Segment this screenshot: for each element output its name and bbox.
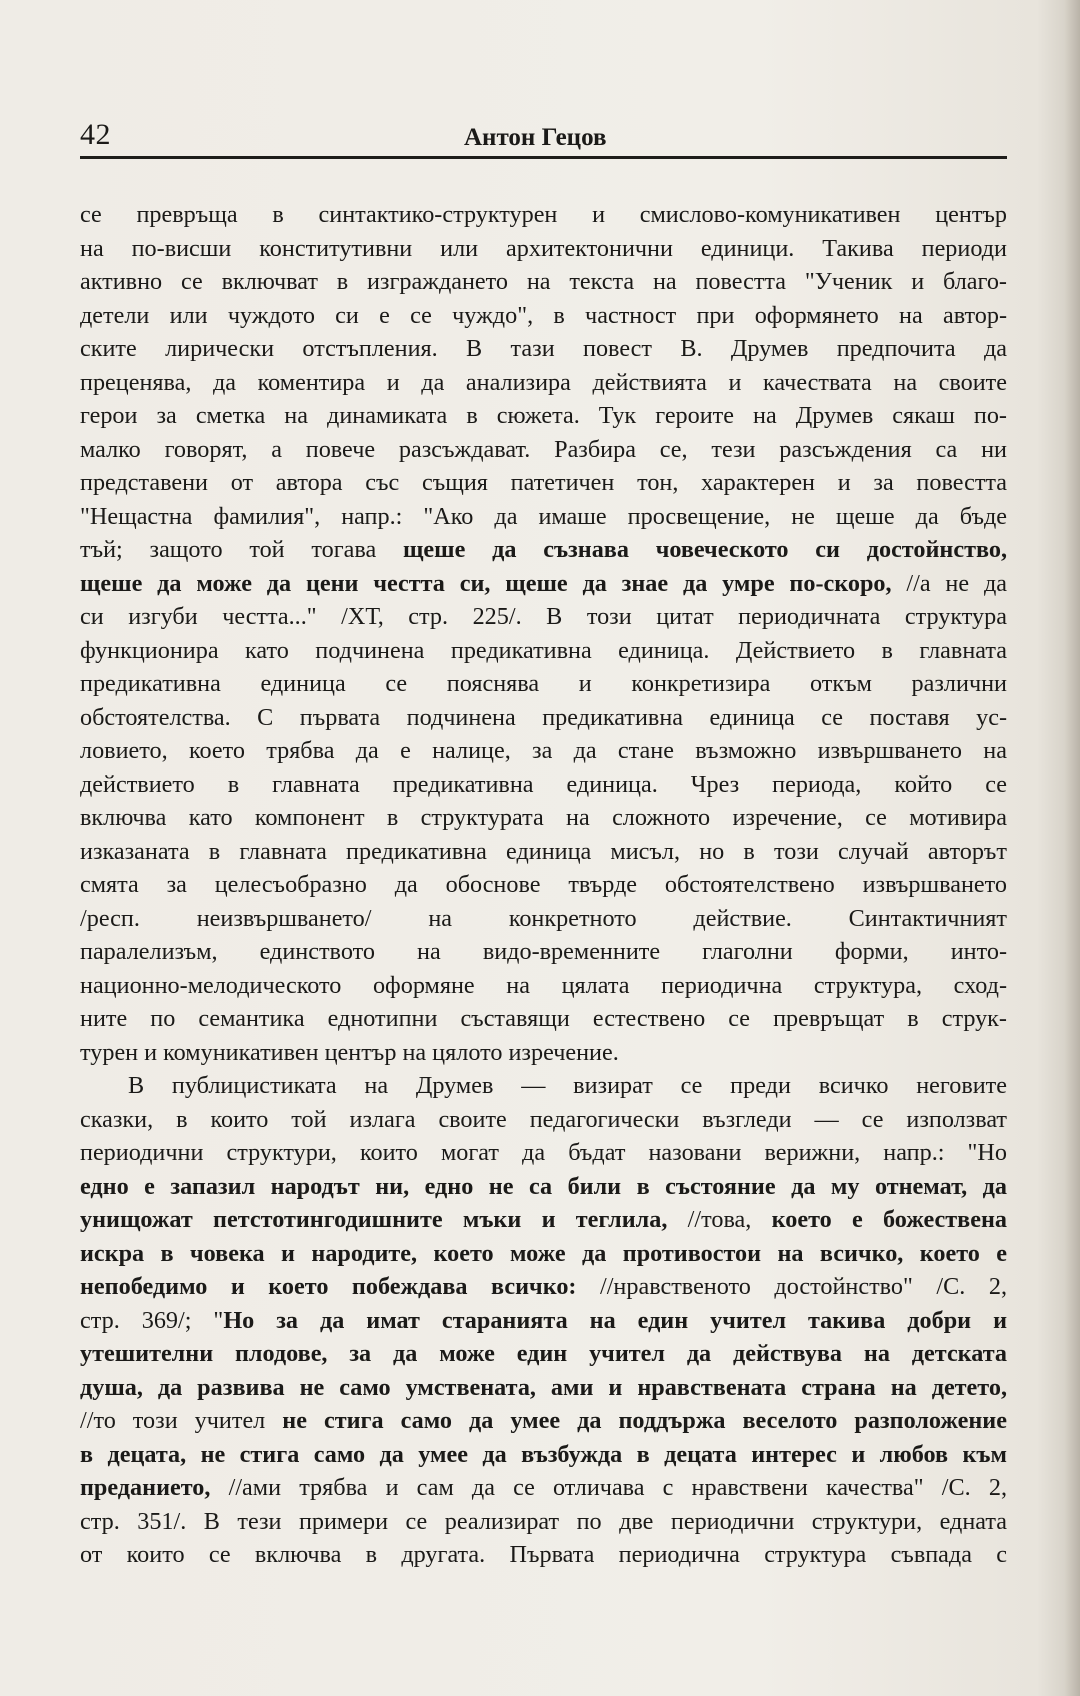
- bold-text-segment: утешителни плодове, за да може един учител да действува на детската: [80, 1340, 1007, 1367]
- text-line: [80, 1538, 1007, 1572]
- text-segment: сказки, в които той излага своите педагогически възгледи — се използват: [80, 1105, 1007, 1133]
- text-segment: от които се включва в другата. Първата периодична структура съвпада с: [80, 1541, 1007, 1568]
- text-segment: ловието, което трябва да е налице, за да стане възможно извършването на: [80, 737, 1007, 764]
- text-segment: представени от автора със същия патетичен тон, характерен и за повестта: [80, 469, 1007, 496]
- page-header: [80, 112, 1007, 158]
- text-line: [80, 1136, 1007, 1170]
- text-line: [80, 801, 1007, 835]
- text-line: [80, 265, 1007, 299]
- text-segment: обстоятелства. С първата подчинена предикативна единица се поставя ус-: [80, 703, 1007, 731]
- text-line: [80, 1438, 1007, 1472]
- text-line: [80, 835, 1007, 869]
- text-line: [80, 868, 1007, 902]
- text-line: [80, 1270, 1007, 1304]
- text-segment: предикативна единица се пояснява и конкретизира откъм различни: [80, 670, 1007, 697]
- text-line: [80, 232, 1007, 266]
- text-segment: детели или чуждото си е се чуждо", в частност при оформянето на автор-: [80, 301, 1007, 329]
- text-segment: В публицистиката на Друмев — визират се преди всичко неговите: [128, 1072, 1007, 1099]
- text-line: [80, 1002, 1007, 1036]
- page-edge: [1064, 0, 1080, 1696]
- text-segment: турен и комуникативен център на цялото изречение.: [80, 1038, 619, 1066]
- text-segment: изказаната в главната предикативна единица мисъл, но в този случай авторът: [80, 837, 1007, 865]
- text-segment: тъй; защото той тогава: [80, 536, 404, 563]
- text-line: [80, 1337, 1007, 1371]
- text-line: [80, 1471, 1007, 1505]
- text-line: [80, 768, 1007, 802]
- text-segment: смята за целесъобразно да обоснове твърде обстоятелствено извършването: [80, 871, 1007, 898]
- text-segment: малко говорят, а повече разсъждават. Разбира се, тези разсъждения са ни: [80, 435, 1007, 463]
- text-line: [80, 1371, 1007, 1405]
- text-line: [80, 1505, 1007, 1539]
- bold-text-segment: преданието,: [80, 1474, 211, 1501]
- text-segment: национно-мелодическото оформяне на цялата периодична структура, сход-: [80, 971, 1007, 999]
- body-text: [80, 198, 1007, 1572]
- header-rule: [80, 156, 1007, 159]
- bold-text-segment: искра в човека и народите, което може да противостои на всичко, което е: [80, 1239, 1007, 1267]
- page-number: 42: [80, 118, 111, 151]
- text-line: [80, 701, 1007, 735]
- running-head: Антон Гецов: [464, 124, 607, 151]
- bold-text-segment: непобедимо и което побеждава всичко:: [80, 1273, 577, 1300]
- text-line: [80, 533, 1007, 567]
- bold-text-segment: щеше да съзнава човеческото си достойнство,: [403, 536, 1007, 563]
- text-line: [80, 935, 1007, 969]
- bold-text-segment: Но за да имат старанията на един учител такива добри и: [223, 1306, 1007, 1334]
- text-line: [80, 567, 1007, 601]
- text-segment: паралелизъм, единството на видо-временните глаголни форми, инто-: [80, 938, 1007, 965]
- text-line: [80, 1036, 1007, 1070]
- text-line: [80, 1170, 1007, 1204]
- bold-text-segment: душа, да развива не само умствената, ами и нравствената страна на детето,: [80, 1373, 1007, 1401]
- text-line: [80, 1404, 1007, 1438]
- text-segment: на по-висши конститутивни или архитектонични единици. Такива периоди: [80, 234, 1007, 262]
- text-line: [80, 1069, 1007, 1103]
- text-segment: //то този учител: [80, 1407, 283, 1434]
- text-segment: се превръща в синтактико-структурен и смислово-комуникативен център: [80, 201, 1007, 228]
- text-segment: преценява, да коментира и да анализира действията и качествата на своите: [80, 368, 1007, 396]
- text-line: [80, 299, 1007, 333]
- text-line: [80, 667, 1007, 701]
- bold-text-segment: не стига само да умее да поддържа веселото разположение: [282, 1407, 1007, 1434]
- text-line: [80, 500, 1007, 534]
- bold-text-segment: едно е запазил народът ни, едно не са били в състояние да му отнемат, да: [80, 1172, 1007, 1200]
- text-segment: //нравственото достойнство" /С. 2,: [576, 1273, 1007, 1300]
- text-line: [80, 332, 1007, 366]
- text-segment: /респ. неизвършването/ на конкретното действие. Синтактичният: [80, 904, 1007, 932]
- text-segment: действието в главната предикативна единица. Чрез периода, който се: [80, 770, 1007, 798]
- text-line: [80, 399, 1007, 433]
- bold-text-segment: щеше да може да цени честта си, щеше да знае да умре по-скоро,: [80, 569, 892, 597]
- text-segment: герои за сметка на динамиката в сюжета. Тук героите на Друмев сякаш по-: [80, 402, 1007, 429]
- text-segment: ските лирически отстъпления. В тази повест В. Друмев предпочита да: [80, 335, 1007, 362]
- text-line: [80, 634, 1007, 668]
- text-segment: си изгуби честта..." /ХТ, стр. 225/. В този цитат периодичната структура: [80, 603, 1007, 630]
- text-segment: //ами трябва и сам да се отличава с нравствени качества" /С. 2,: [210, 1474, 1007, 1501]
- text-line: [80, 969, 1007, 1003]
- text-line: [80, 366, 1007, 400]
- text-line: [80, 1203, 1007, 1237]
- text-segment: //това,: [667, 1206, 772, 1233]
- text-line: [80, 198, 1007, 232]
- text-segment: функционира като подчинена предикативна единица. Действието в главната: [80, 636, 1007, 664]
- bold-text-segment: унищожат петстотингодишните мъки и теглила,: [80, 1206, 668, 1233]
- text-line: [80, 1103, 1007, 1137]
- text-segment: включва като компонент в структурата на сложното изречение, се мотивира: [80, 804, 1007, 831]
- text-line: [80, 902, 1007, 936]
- text-segment: периодични структури, които могат да бъдат назовани верижни, напр.: "Но: [80, 1139, 1007, 1166]
- text-segment: //а не да: [891, 569, 1007, 597]
- text-segment: стр. 351/. В тези примери се реализират по две периодични структури, едната: [80, 1507, 1007, 1535]
- text-line: [80, 1304, 1007, 1338]
- text-line: [80, 734, 1007, 768]
- text-line: [80, 600, 1007, 634]
- text-segment: активно се включват в изграждането на текста на повестта "Ученик и благо-: [80, 268, 1007, 295]
- text-segment: "Нещастна фамилия", напр.: "Ако да имаше просвещение, не щеше да бъде: [80, 502, 1007, 530]
- bold-text-segment: което е божествена: [771, 1206, 1007, 1233]
- text-segment: ните по семантика еднотипни съставящи естествено се превръщат в струк-: [80, 1005, 1007, 1032]
- text-segment: стр. 369/; ": [80, 1306, 224, 1334]
- bold-text-segment: в децата, не стига само да умее да възбужда в децата интерес и любов към: [80, 1440, 1007, 1468]
- text-line: [80, 433, 1007, 467]
- text-line: [80, 466, 1007, 500]
- text-line: [80, 1237, 1007, 1271]
